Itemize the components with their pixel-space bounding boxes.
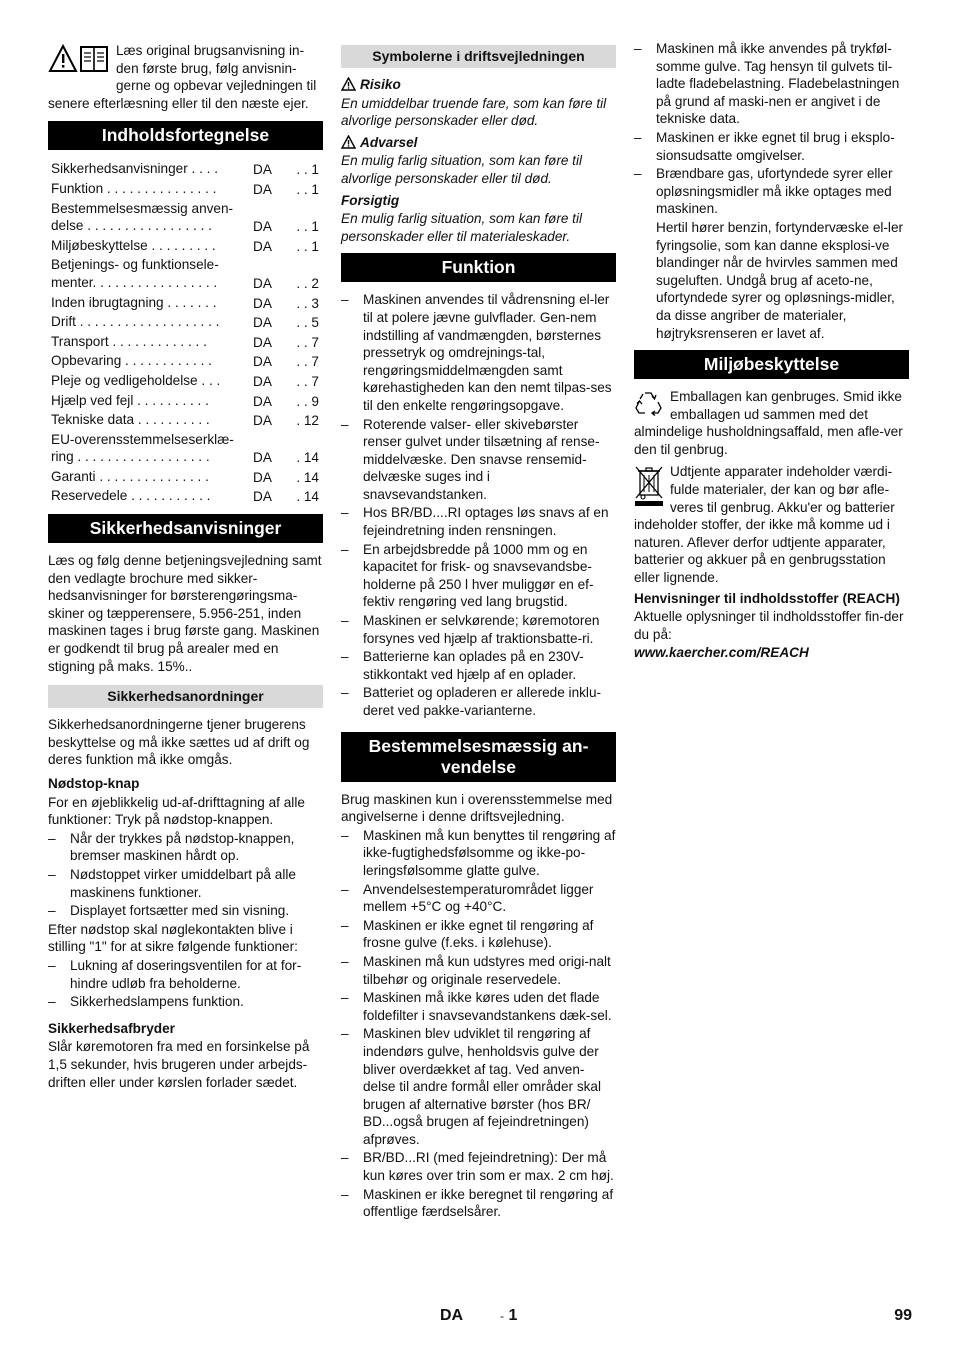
toc-title: EU-overensstemmelseserklæ-ring . . . . . . . . . . . . . . . . . .	[51, 431, 234, 465]
toc-title: Reservedele . . . . . . . . . . .	[51, 488, 211, 504]
intended-use-note: Hertil hører benzin, fortyndervæske el-ler fyringsolie, som kan danne eksplosi-ve blandinger når de hvirvles sammen med sugeluften. Undgå brug af aceto-ne, ufortyndede syrer og opløsnings-midler, da disse angriber de materialer, højtryksrenseren er lavet af.	[656, 219, 904, 341]
toc-page: . . 7	[296, 334, 319, 350]
toc-title: Tekniske data . . . . . . . . . .	[51, 412, 210, 428]
warning-label-line	[341, 134, 616, 152]
toc-page: . . 1	[296, 238, 319, 254]
environment-heading: Miljøbeskyttelse	[634, 350, 909, 379]
symbols-heading: Symbolerne i driftsvejledningen	[341, 45, 616, 68]
toc-lang: DA	[253, 295, 272, 311]
footer-local-page	[500, 1307, 517, 1326]
toc-lang: DA	[253, 413, 272, 429]
intended-use-heading: Bestemmelsesmæssig an-vendelse	[341, 732, 616, 782]
toc-page: . 14	[296, 450, 319, 466]
estop-after-text: Efter nødstop skal nøglekontakten blive i stilling "1" for at sikre følgende funktioner:	[48, 921, 298, 955]
toc-heading: Indholdsfortegnelse	[48, 121, 323, 150]
toc-row[interactable]	[48, 430, 323, 467]
toc-lang: DA	[253, 450, 272, 466]
toc-lang: DA	[253, 354, 272, 370]
toc-row[interactable]	[48, 467, 323, 487]
list-item: – Sikkerhedslampens funktion.	[48, 993, 323, 1011]
toc-page: . . 7	[296, 354, 319, 370]
toc-title: Garanti . . . . . . . . . . . . . . .	[51, 468, 209, 484]
estop-heading: Nødstop-knap	[48, 776, 140, 791]
toc-row[interactable]	[48, 486, 323, 506]
column-1	[48, 40, 323, 1092]
toc-row[interactable]	[48, 236, 323, 256]
toc-lang: DA	[253, 275, 272, 291]
intended-use-body: Brug maskinen kun i overensstemmelse med angivelserne i denne driftsvejledning.	[341, 791, 613, 825]
list-item: – Når der trykkes på nødstop-knappen, bremser maskinen hårdt op.	[48, 830, 323, 865]
crossed-bin-icon	[634, 465, 664, 512]
warning-triangle-icon	[341, 135, 356, 149]
list-item: – Maskinen må ikke køres uden det flade foldefilter i snavsevandstankens dæk-sel.	[341, 989, 616, 1024]
toc-row[interactable]	[48, 199, 323, 236]
toc-page: . . 1	[296, 219, 319, 235]
column-2	[341, 40, 616, 1222]
toc-page: . . 2	[296, 275, 319, 291]
toc-page: . . 9	[296, 393, 319, 409]
intro-block	[48, 42, 323, 113]
list-item: – Maskinen blev udviklet til rengøring af indendørs gulve, henholdsvis gulve der bliver overdækket af tag. Ved anven-delse til andre formål eller områder skal brugen af alternative børster (hos BR/ BD...også brugen af fejeindretningen) afprøves.	[341, 1025, 616, 1148]
safety-devices-heading: Sikkerhedsanordninger	[48, 685, 323, 708]
toc-page: . . 3	[296, 295, 319, 311]
toc-row[interactable]	[48, 312, 323, 332]
list-item: – Nødstoppet virker umiddelbart på alle maskinens funktioner.	[48, 866, 323, 901]
risk-label: Risiko	[360, 77, 401, 92]
warning-triangle-icon	[341, 77, 356, 91]
toc-page: . 14	[296, 469, 319, 485]
toc-lang: DA	[253, 334, 272, 350]
estop-body: For en øjeblikkelig ud-af-drifttagning af alle funktioner: Tryk på nødstop-knappen.	[48, 794, 305, 828]
toc-title: Opbevaring . . . . . . . . . . . .	[51, 353, 212, 369]
toc-lang: DA	[253, 181, 272, 197]
list-item: – Anvendelsestemperaturområdet ligger mellem +5°C og +40°C.	[341, 881, 616, 916]
list-item: – BR/BD...RI (med fejeindretning): Der må kun køres over trin som er max. 2 cm høj.	[341, 1149, 616, 1184]
toc-title: Miljøbeskyttelse . . . . . . . . .	[51, 237, 216, 253]
toc-row[interactable]	[48, 179, 323, 199]
intended-use-list	[341, 827, 616, 1221]
intended-use-list-continued	[634, 40, 909, 218]
intro-text: Læs original brugsanvisning in-den første brug, følg anvisnin-gerne og opbevar vejledningen til senere efterlæsning eller til den næste ejer.	[48, 43, 317, 111]
reach-body: Aktuelle oplysninger til indholdsstoffer fin-der du på:	[634, 609, 904, 642]
toc-title: Drift . . . . . . . . . . . . . . . . . . .	[51, 314, 220, 330]
toc-title: Hjælp ved fejl . . . . . . . . . .	[51, 392, 209, 408]
list-item: – Hos BR/BD....RI optages løs snavs af en fejeindretning inden rensningen.	[341, 504, 616, 539]
toc-title: Sikkerhedsanvisninger . . . .	[51, 161, 218, 177]
list-item: – Maskinen må kun benyttes til rengøring af ikke-fugtighedsfølsomme og ikke-po-leringsfølsomme glatte gulve.	[341, 827, 616, 880]
toc-row[interactable]	[48, 293, 323, 313]
caution-text: En mulig farlig situation, som kan føre til personskader eller til materialeskader.	[341, 211, 583, 244]
list-item: – Displayet fortsætter med sin visning.	[48, 902, 323, 920]
safety-devices-body: Sikkerhedsanordningerne tjener brugerens beskyttelse og må ikke sættes ud af drift og deres funktion må ikke omgås.	[48, 717, 310, 768]
toc-row[interactable]	[48, 351, 323, 371]
footer-page-local: 1	[508, 1307, 518, 1324]
column-3	[634, 40, 909, 663]
safety-body: Læs og følg denne betjeningsvejledning samt den vedlagte brochure med sikker-hedsanvisninger for børsterengøringsma-skiner og tæpperensere, 5.956-251, inden maskinen tages i brug første gang. Maskinen er godkendt til brug på arealer med en stigning på maks. 15%..	[48, 553, 322, 674]
list-item: – Maskinen er ikke egnet til rengøring af frosne gulve (f.eks. i kølehuse).	[341, 917, 616, 952]
list-item: – Maskinen er ikke egnet til brug i eksplo-sionsudsatte omgivelser.	[634, 129, 909, 164]
estop-list	[48, 830, 323, 920]
packaging-block	[634, 388, 909, 459]
risk-text: En umiddelbar truende fare, som kan føre til alvorlige personskader eller død.	[341, 95, 607, 129]
toc-page: . . 1	[296, 181, 319, 197]
list-item: – Brændbare gas, ufortyndede syrer eller opløsningsmidler må ikke optages med maskinen.	[634, 165, 909, 218]
function-heading: Funktion	[341, 253, 616, 282]
toc-lang: DA	[253, 238, 272, 254]
toc-page: . . 5	[296, 315, 319, 331]
toc-table	[48, 159, 323, 506]
footer-page-prefix: -	[500, 1309, 504, 1323]
safety-heading: Sikkerhedsanvisninger	[48, 514, 323, 543]
toc-lang: DA	[253, 315, 272, 331]
toc-lang: DA	[253, 162, 272, 178]
list-item: – Maskinen er ikke beregnet til rengøring af offentlige færdselsårer.	[341, 1186, 616, 1221]
caution-label: Forsigtig	[341, 192, 400, 208]
toc-title: Bestemmelsesmæssig anven-delse . . . . . . . . . . . . . . . . .	[51, 200, 234, 234]
list-item: – Maskinen må kun udstyres med origi-nalt tilbehør og originale reservedele.	[341, 953, 616, 988]
warning-label: Advarsel	[360, 134, 418, 150]
list-item: – Maskinen anvendes til vådrensning el-ler til at polere jævne gulvflader. Gen-nem indstilling af vandmængden, børsternes pressetryk og omdrejnings-tal, rengøringsmiddelmængden samt kørehastigheden kan den nemt tilpas-ses til den enkelte rengøringsopgave.	[341, 291, 616, 414]
list-item: – Roterende valser- eller skivebørster renser gulvet under tilsætning af rense-middelvæske. Den snavse rensemid-delvæske suges ind i snavsevandstanken.	[341, 416, 616, 504]
disposal-text: Udtjente apparater indeholder værdi-fulde materialer, der kan og bør afle-veres til genbrug. Akku'er og batterier indeholder stoffer, der ikke må komme ud i naturen. Aflever derfor udtjente apparater, batterier og akkuer på en genbrugsstation eller lignende.	[634, 464, 895, 586]
safety-switch-body: Slår køremotoren fra med en forsinkelse på 1,5 sekunder, hvis brugeren under arbejds-driften eller under kørslen forlader sædet.	[48, 1039, 310, 1090]
packaging-text: Emballagen kan genbruges. Smid ikke emballagen ud sammen med det almindelige husholdningsaffald, men afle-ver den til genbrug.	[634, 389, 903, 457]
list-item: – Lukning af doseringsventilen for at for-hindre udløb fra beholderne.	[48, 957, 323, 992]
reach-heading: Henvisninger til indholdsstoffer (REACH)	[634, 590, 900, 606]
toc-lang: DA	[253, 393, 272, 409]
recycle-icon	[634, 390, 664, 423]
toc-row[interactable]	[48, 159, 323, 179]
footer-language: DA	[440, 1307, 464, 1324]
toc-row[interactable]	[48, 255, 323, 292]
warning-text: En mulig farlig situation, som kan føre til alvorlige personskader eller til død.	[341, 153, 583, 186]
toc-title: Transport . . . . . . . . . . . . .	[51, 333, 207, 349]
risk-label-line	[341, 76, 616, 94]
list-item: – Maskinen må ikke anvendes på trykføl-somme gulve. Tag hensyn til gulvets til-ladte fladebelastning. Fladebelastningen på grund af maski-nen er angivet i de tekniske data.	[634, 40, 909, 128]
estop-after-list	[48, 957, 323, 1011]
list-item: – Batterierne kan oplades på en 230V-stikkontakt ved hjælp af en oplader.	[341, 648, 616, 683]
toc-row[interactable]	[48, 332, 323, 352]
toc-title: Pleje og vedligeholdelse . . .	[51, 372, 221, 388]
warning-manual-icon	[48, 44, 110, 79]
toc-title: Funktion . . . . . . . . . . . . . . .	[51, 180, 217, 196]
reach-link[interactable]: www.kaercher.com/REACH	[634, 645, 809, 661]
safety-switch-heading: Sikkerhedsafbryder	[48, 1020, 175, 1036]
toc-lang: DA	[253, 373, 272, 389]
toc-page: . 12	[296, 413, 319, 429]
list-item: – Batteriet og opladeren er allerede inklu-deret ved pakke-varianterne.	[341, 684, 616, 719]
toc-page: . 14	[296, 489, 319, 505]
toc-page: . . 1	[296, 162, 319, 178]
reach-link-line	[634, 644, 909, 662]
toc-row[interactable]	[48, 391, 323, 411]
list-item: – En arbejdsbredde på 1000 mm og en kapacitet for frisk- og snavsevandsbe-holderne på 250 l hver muliggør en ef-fektiv rengøring ved lang brugstid.	[341, 541, 616, 611]
toc-row[interactable]	[48, 410, 323, 430]
toc-lang: DA	[253, 469, 272, 485]
toc-title: Betjenings- og funktionsele-menter. . . . . . . . . . . . . . . . .	[51, 257, 219, 290]
toc-lang: DA	[253, 219, 272, 235]
footer-page-number: 99	[894, 1307, 912, 1324]
toc-page: . . 7	[296, 373, 319, 389]
disposal-block	[634, 463, 909, 587]
toc-row[interactable]	[48, 371, 323, 391]
toc-title: Inden ibrugtagning . . . . . . .	[51, 294, 217, 310]
list-item: – Maskinen er selvkørende; køremotoren forsynes ved hjælp af traktionsbatte-ri.	[341, 612, 616, 647]
function-list	[341, 291, 616, 719]
toc-lang: DA	[253, 489, 272, 505]
